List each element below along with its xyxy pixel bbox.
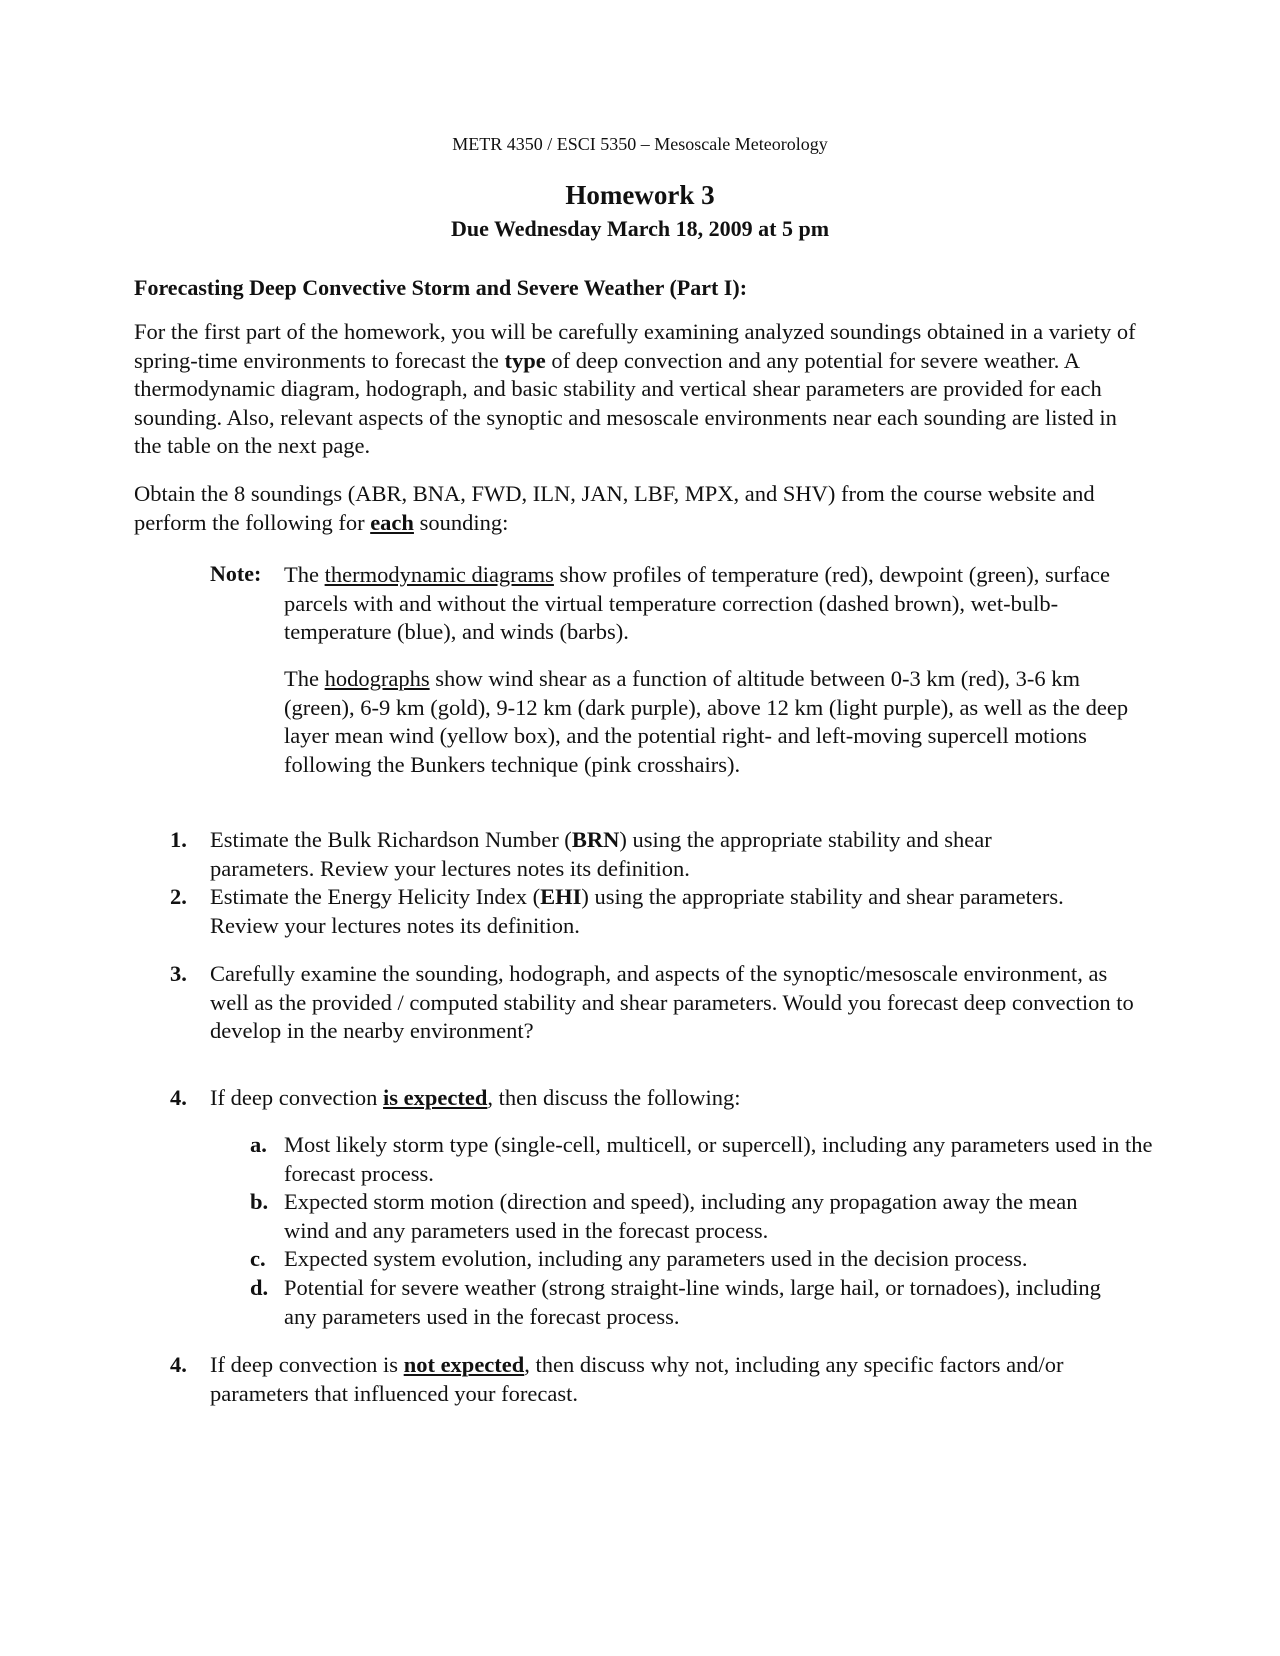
type-keyword: type bbox=[504, 347, 546, 373]
item-text-c: ) using the appropriate stability and shear parameters. Review your lectures notes its definition. bbox=[210, 884, 1064, 938]
note-p2-rest: show wind shear as a function of altitude between 0-3 km (red), 3-6 km (green), 6-9 km (gold), 9-12 km (dark purple), above 12 km (light purple), as well as the deep layer mean wind (yellow box), and the potential right- and left-moving supercell motions following the Bunkers technique (pink crosshairs). bbox=[284, 666, 1129, 777]
intro-paragraph bbox=[134, 318, 1144, 461]
item-text-c: , then discuss why not, including any specific factors and/or parameters that influenced your forecast. bbox=[210, 1352, 1064, 1406]
due-date: Due Wednesday March 18, 2009 at 5 pm bbox=[450, 216, 830, 241]
item-number: 4. bbox=[170, 1085, 187, 1110]
item-text bbox=[210, 1084, 1150, 1113]
item-number: 3. bbox=[170, 961, 187, 986]
sub-item-letter: a. bbox=[250, 1132, 267, 1157]
sub-item-text: Expected system evolution, including any parameters used in the decision process. bbox=[284, 1246, 1028, 1271]
note-p1-rest: show profiles of temperature (red), dewpoint (green), surface parcels with and without the virtual temperature correction (dashed brown), wet-bulb-temperature (blue), and winds (barbs). bbox=[284, 562, 1110, 645]
note-hodograph-paragraph bbox=[284, 665, 1154, 779]
note-p2-start: The bbox=[284, 666, 325, 691]
item-text bbox=[210, 1351, 1100, 1408]
obtain-paragraph bbox=[134, 480, 1144, 537]
homework-title: Homework 3 bbox=[565, 180, 715, 210]
intro-text-1: For the first part of the homework, you will be carefully examining analyzed soundings obtained in a variety of spring-time environments to forecast the bbox=[134, 319, 1136, 373]
item-number: 2. bbox=[170, 884, 187, 909]
item-text-a: If deep convection bbox=[210, 1085, 384, 1110]
sub-item-text: Potential for severe weather (strong straight-line winds, large hail, or tornadoes), including any parameters used in the forecast process. bbox=[284, 1275, 1101, 1329]
item-text-c: ) using the appropriate stability and shear parameters. Review your lectures notes its definition. bbox=[210, 827, 992, 881]
item-text-c: , then discuss the following: bbox=[487, 1085, 741, 1110]
item-text-a: Estimate the Bulk Richardson Number ( bbox=[210, 827, 572, 852]
obtain-text-1: Obtain the 8 soundings (ABR, BNA, FWD, ILN, JAN, LBF, MPX, and SHV) from the course website and perform the following for bbox=[134, 481, 1095, 535]
note-label: Note: bbox=[210, 561, 262, 586]
sub-item-letter: d. bbox=[250, 1275, 269, 1300]
is-expected-term: is expected bbox=[383, 1085, 488, 1110]
hodographs-term: hodographs bbox=[324, 666, 430, 691]
item-text bbox=[210, 883, 1070, 940]
sub-item-text: Most likely storm type (single-cell, multicell, or supercell), including any parameters used in the forecast process. bbox=[284, 1132, 1153, 1186]
item-number: 1. bbox=[170, 827, 187, 852]
brn-term: BRN bbox=[571, 827, 620, 852]
sub-item-text: Expected storm motion (direction and speed), including any propagation away the mean wind and any parameters used in the forecast process. bbox=[284, 1189, 1078, 1243]
not-expected-term: not expected bbox=[403, 1352, 525, 1377]
course-title: METR 4350 / ESCI 5350 – Mesoscale Meteorology bbox=[452, 134, 828, 154]
intro-text-2: of deep convection and any potential for severe weather. A thermodynamic diagram, hodograph, and basic stability and vertical shear parameters are provided for each sounding. Also, relevant aspects of the synoptic and mesoscale environments near each sounding are listed in the table on the next page. bbox=[134, 347, 1117, 459]
sub-item-letter: b. bbox=[250, 1189, 269, 1214]
thermodynamic-diagrams-term: thermodynamic diagrams bbox=[324, 562, 554, 587]
note-thermo-paragraph bbox=[284, 561, 1154, 647]
obtain-text-2: sounding: bbox=[413, 509, 509, 535]
each-keyword: each bbox=[370, 509, 414, 535]
note-p1-start: The bbox=[284, 562, 325, 587]
ehi-term: EHI bbox=[540, 884, 582, 909]
item-text: Carefully examine the sounding, hodograph, and aspects of the synoptic/mesoscale environment, as well as the provided / computed stability and shear parameters. Would you forecast deep convection to develop in the nearby environment? bbox=[210, 961, 1134, 1044]
item-text bbox=[210, 826, 1090, 883]
item-text-a: If deep convection is bbox=[210, 1352, 404, 1377]
item-number: 4. bbox=[170, 1352, 187, 1377]
section-heading: Forecasting Deep Convective Storm and Severe Weather (Part I): bbox=[134, 275, 748, 300]
item-text-a: Estimate the Energy Helicity Index ( bbox=[210, 884, 541, 909]
sub-item-letter: c. bbox=[250, 1246, 266, 1271]
